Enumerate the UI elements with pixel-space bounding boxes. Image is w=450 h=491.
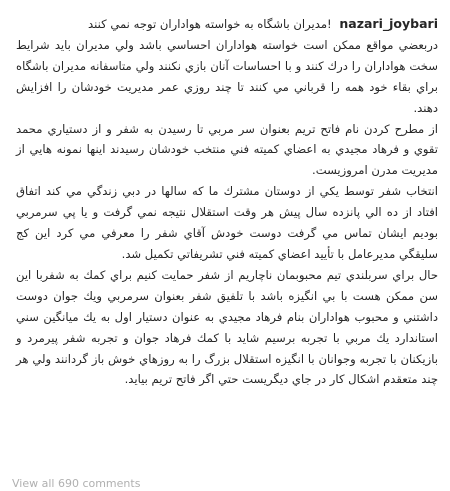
caption-headline: !مدیران باشگاه به خواسته هواداران توجه نمي كنند	[88, 17, 332, 31]
view-comments-link[interactable]: View all 690 comments	[12, 477, 141, 490]
username-link[interactable]: nazari_joybari	[339, 16, 438, 31]
post-caption	[16, 14, 438, 390]
caption-paragraph-3: از مطرح كردن نام فاتح تريم بعنوان سر مربي تا رسيدن به شفر و از دستياري محمد تقوي و فرهاد مجيدي به اعضاي كميته فني منتخب خودشان رسيدند اينها نمونه هايي از مديريت مدرن امروزيست.	[16, 121, 438, 178]
caption-paragraph-4: انتخاب شفر توسط يكي از دوستان مشترك ما كه سالها در دبي زندگي مي كند اتفاق افتاد از ده الي پانزده سال پيش هر وقت استقلال نتيجه نمي گرفت و يا پي سرمربي بوديم ايشان تماس مي گرفت دوست خودش آقاي شفر را معرفي مي كرد اين كج سليقگي مديرعامل با تأييد اعضاي كميته فني تشريفاتي تكميل شد.	[16, 184, 438, 261]
caption-paragraph-5: حال براي سربلندي تيم محبوبمان ناچاريم از شفر حمايت كنيم براي كمك به شفربا اين سن ممكن هست با بي انگيزه باشد با تلفيق شفر بعنوان سرمربي ويك جوان دوست داشتني و محبوب هواداران بنام فرهاد مجيدي به عنوان دستيار اول به يك ميانگين سني استاندارد يك مربي با تجربه برسيم شايد با كمك فرهاد جوان و تجربه شفر پيرمرد و بازيكنان با تجربه وجوانان با انگيزه استقلال بزرگ را به روزهاي خوش باز گردانند ولي هر چند متعقدم اشكال كار در جاي ديگريست حتي اگر فاتح تريم بيايد.	[16, 267, 438, 387]
caption-paragraph-1	[16, 14, 438, 35]
caption-paragraph-2: دربعضي مواقع ممكن است خواسته هواداران احساسي باشد ولي مديران بايد شرايط سخت هواداران را درك كنند و با احساسات آنان بازي نكنند ولي متاسفانه مديران باشگاه براي بقاء خود همه را قرباني مي كنند تا چند روزي عمر مديريت خودشان را افزايش دهند.	[16, 37, 438, 115]
